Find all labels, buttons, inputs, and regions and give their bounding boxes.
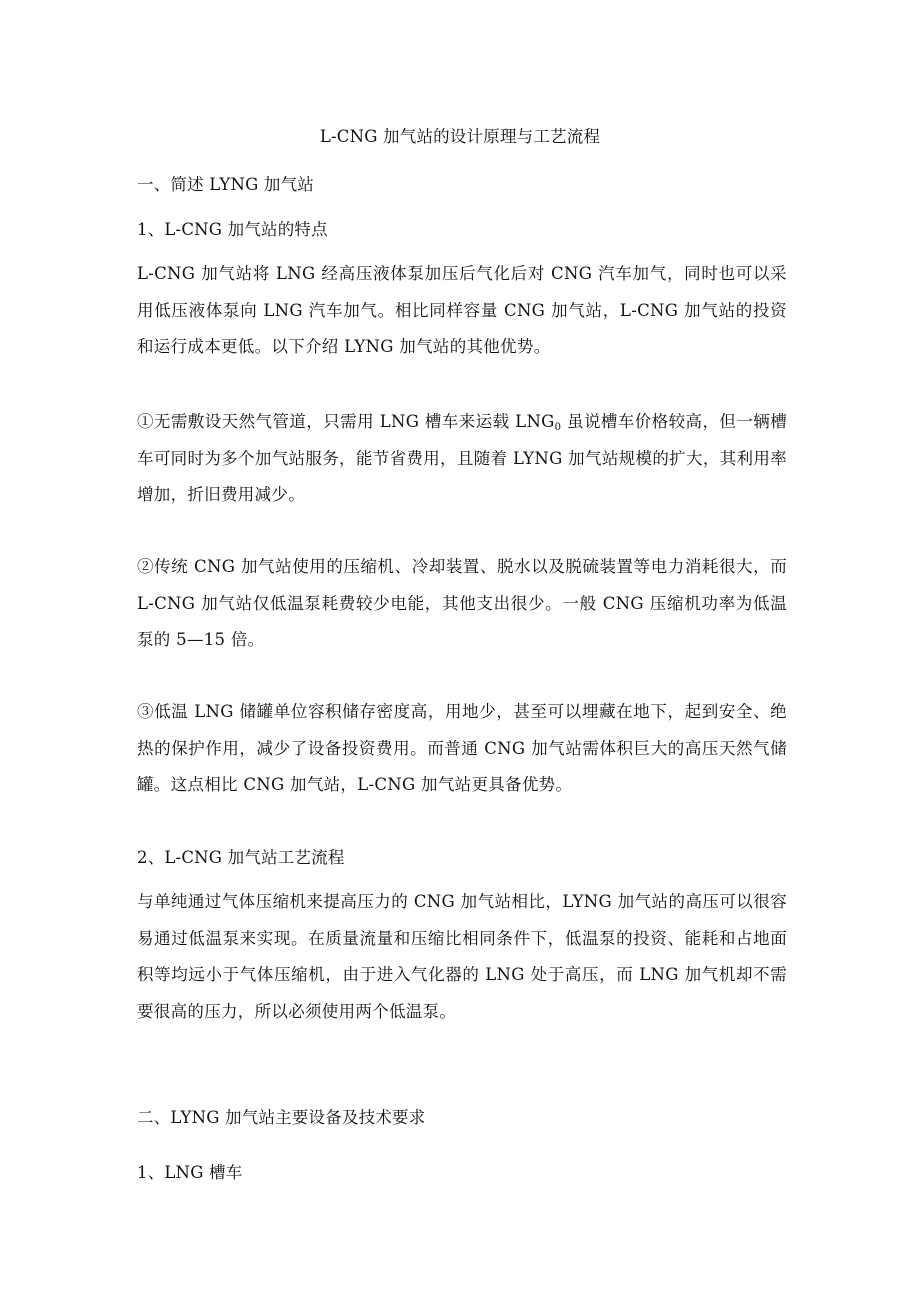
lng-subscript: 0 [554, 422, 562, 433]
subsection-heading-2: 2、L-CNG 加气站工艺流程 [137, 848, 345, 867]
point-1-text-start: ①无需敷设天然气管道，只需用 LNG 槽车来运载 LNG [137, 412, 555, 431]
document-title: L-CNG 加气站的设计原理与工艺流程 [319, 127, 601, 146]
section-heading-2: 二、LYNG 加气站主要设备及技术要求 [137, 1108, 426, 1127]
paragraph-intro: L-CNG 加气站将 LNG 经高压液体泵加压后气化后对 CNG 汽车加气，同时也可以采用低压液体泵向 LNG 汽车加气。相比同样容量 CNG 加气站，L-CNG 加气站的投资和运行成本更低。以下介绍 LYNG 加气站的其他优势。 [137, 264, 787, 357]
section-heading-1: 一、简述 LYNG 加气站 [137, 175, 315, 194]
subsection-heading-3: 1、LNG 槽车 [137, 1163, 243, 1182]
point-1-text-end: 虽说槽车价格较高，但一辆槽车可同时为多个加气站服务，能节省费用，且随着 LYNG 加气站规模的扩大，其利用率增加，折旧费用减少。 [137, 412, 787, 505]
paragraph-process: 与单纯通过气体压缩机来提高压力的 CNG 加气站相比，LYNG 加气站的高压可以很容易通过低温泵来实现。在质量流量和压缩比相同条件下，低温泵的投资、能耗和占地面积等均远小于气体压缩机，由于进入气化器的 LNG 处于高压，而 LNG 加气机却不需要很高的压力，所以必须使用两个低温泵。 [137, 892, 787, 1021]
paragraph-point-2: ②传统 CNG 加气站使用的压缩机、冷却装置、脱水以及脱硫装置等电力消耗很大，而 L-CNG 加气站仅低温泵耗费较少电能，其他支出很少。一般 CNG 压缩机功率为低温泵的 5—15 倍。 [137, 557, 787, 650]
paragraph-point-1 [137, 404, 787, 514]
paragraph-point-3: ③低温 LNG 储罐单位容积储存密度高，用地少，甚至可以埋藏在地下，起到安全、绝热的保护作用，减少了设备投资费用。而普通 CNG 加气站需体积巨大的高压天然气储罐。这点相比 CNG 加气站，L-CNG 加气站更具备优势。 [137, 702, 787, 795]
subsection-heading-1: 1、L-CNG 加气站的特点 [137, 220, 328, 239]
